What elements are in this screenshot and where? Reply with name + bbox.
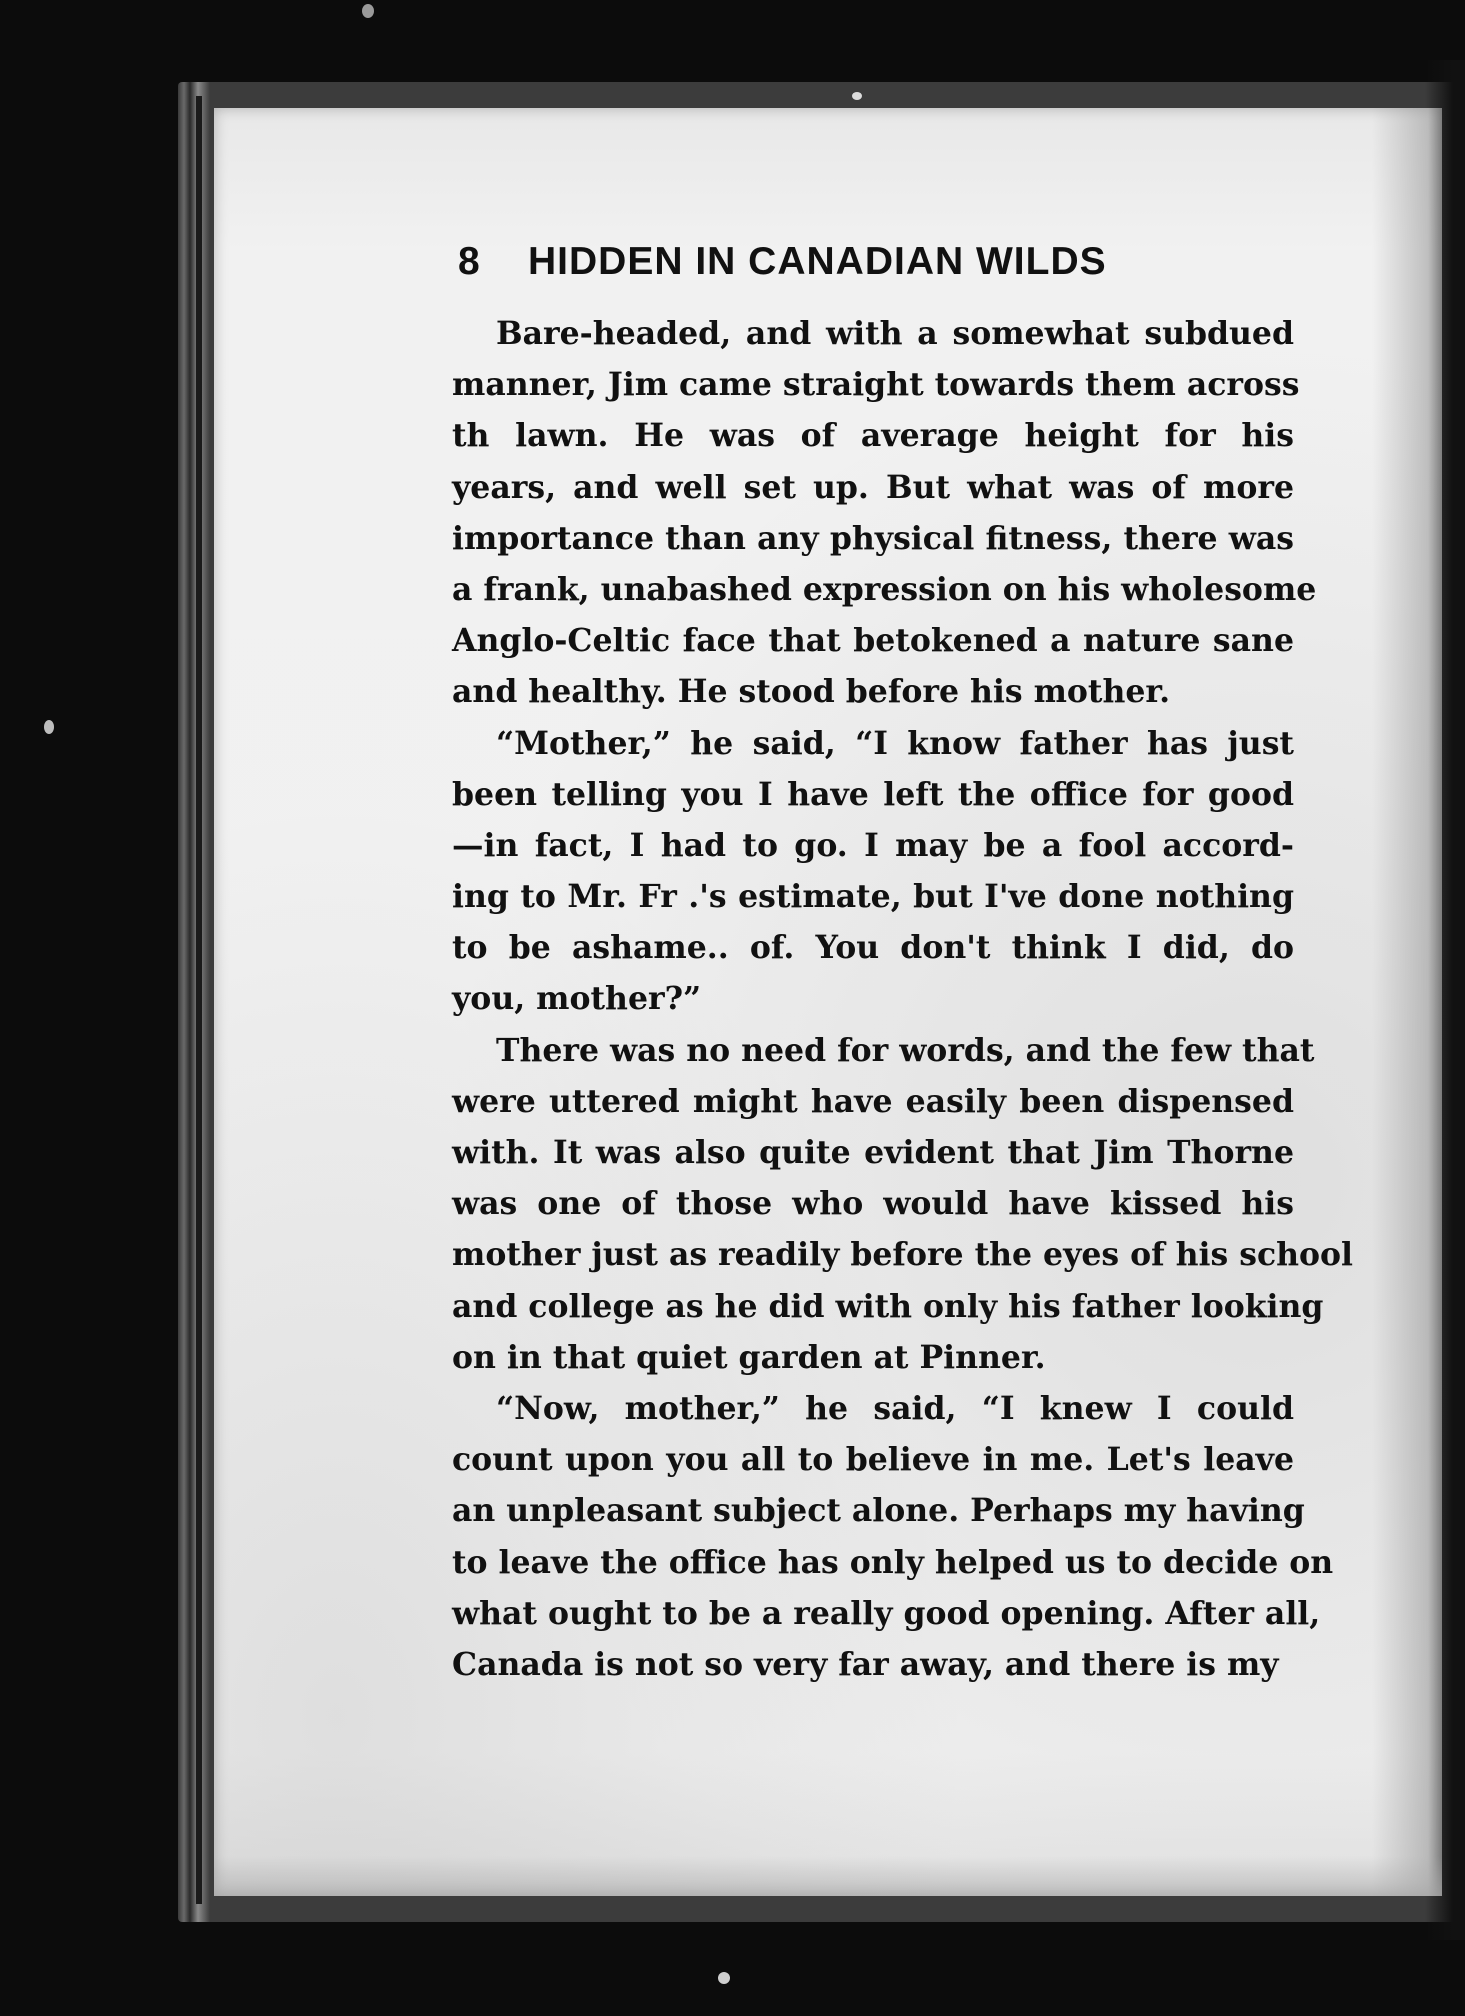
running-head bbox=[458, 240, 1218, 290]
text-line: were uttered might have easily been dispensed bbox=[452, 1082, 1294, 1120]
text-line: manner, Jim came straight towards them across bbox=[452, 366, 1300, 404]
paragraph bbox=[452, 1025, 1354, 1383]
text-line: importance than any physical fitness, there was bbox=[452, 519, 1294, 557]
book-spine-line bbox=[196, 96, 202, 1904]
text-line: count upon you all to believe in me. Let's leave bbox=[452, 1441, 1294, 1479]
text-line: Canada is not so very far away, and there is my bbox=[452, 1645, 1279, 1683]
text-line: mother just as readily before the eyes of his school bbox=[452, 1236, 1354, 1274]
text-line: was one of those who would have kissed his bbox=[452, 1185, 1294, 1223]
scan-speck bbox=[362, 4, 374, 18]
text-line: Bare-headed, and with a somewhat subdued bbox=[496, 315, 1294, 352]
text-line: to leave the office has only helped us to decide on bbox=[452, 1543, 1334, 1581]
text-line: you, mother?” bbox=[452, 980, 702, 1018]
text-line: years, and well set up. But what was of more bbox=[452, 468, 1294, 506]
text-line: to be ashame.. of. You don't think I did, do bbox=[452, 929, 1294, 967]
text-line: “Mother,” he said, “I know father has just bbox=[496, 724, 1294, 762]
paragraph bbox=[452, 308, 1317, 718]
book-title: HIDDEN IN CANADIAN WILDS bbox=[528, 240, 1107, 283]
text-line: what ought to be a really good opening. After all, bbox=[452, 1594, 1321, 1632]
page-right-shading bbox=[1372, 108, 1442, 1896]
text-line: —in fact, I had to go. I may be a fool accord- bbox=[452, 826, 1294, 864]
page-number: 8 bbox=[458, 240, 481, 283]
page-bottom-shading bbox=[214, 1856, 1442, 1896]
paragraph bbox=[452, 1383, 1334, 1690]
text-line: and healthy. He stood before his mother. bbox=[452, 673, 1171, 711]
text-line: “Now, mother,” he said, “I knew I could bbox=[496, 1389, 1294, 1427]
text-line: been telling you I have left the office for good bbox=[452, 775, 1294, 813]
scan-speck bbox=[44, 720, 54, 734]
text-line: a frank, unabashed expression on his wholesome bbox=[452, 570, 1317, 608]
text-line: th lawn. He was of average height for his bbox=[452, 417, 1294, 455]
scan-speck bbox=[852, 92, 862, 100]
text-line: and college as he did with only his father looking bbox=[452, 1287, 1324, 1325]
text-line: an unpleasant subject alone. Perhaps my having bbox=[452, 1492, 1305, 1530]
text-line: on in that quiet garden at Pinner. bbox=[452, 1338, 1046, 1376]
body-text bbox=[452, 308, 1354, 1690]
scan-speck bbox=[718, 1972, 730, 1984]
paragraph bbox=[452, 718, 1294, 1025]
text-line: ing to Mr. Fr .'s estimate, but I've done nothing bbox=[452, 878, 1294, 916]
text-line: Anglo-Celtic face that betokened a nature sane bbox=[452, 622, 1294, 660]
text-line: There was no need for words, and the few that bbox=[496, 1031, 1315, 1069]
text-line: with. It was also quite evident that Jim Thorne bbox=[452, 1134, 1294, 1171]
